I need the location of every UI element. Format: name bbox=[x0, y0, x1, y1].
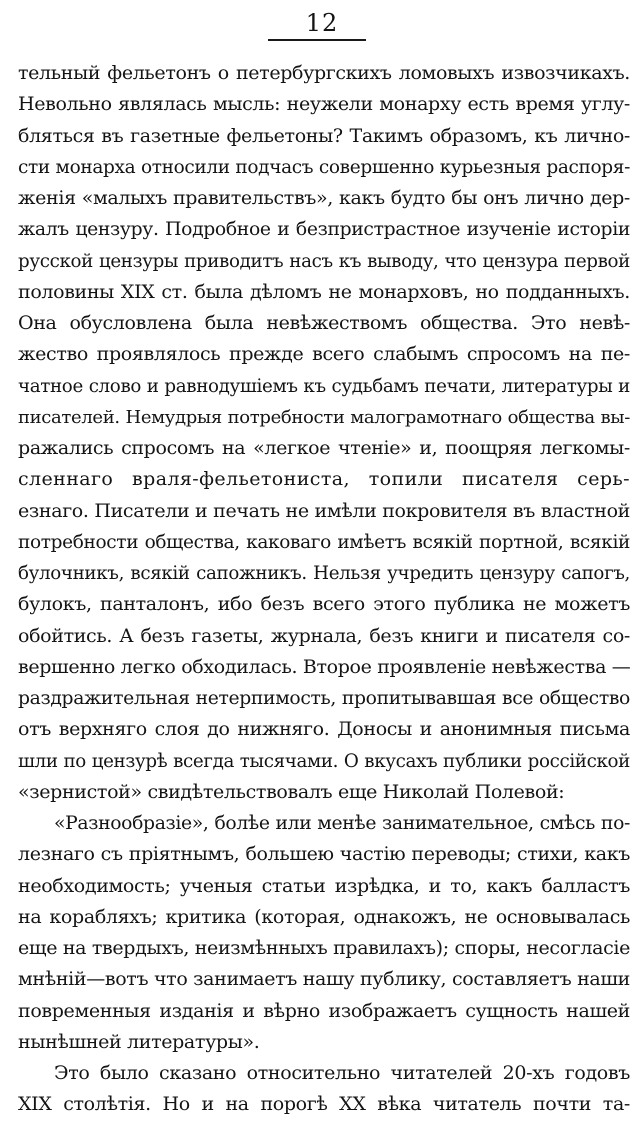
text-line: русской цензуры приводитъ насъ къ выводу, что цензура первой bbox=[18, 250, 630, 272]
text-line: Невольно являлась мысль: неужели монарху есть время углу- bbox=[18, 93, 630, 116]
quote-line: повременныя изданія и вѣрно изображаетъ сущность нашей bbox=[18, 999, 630, 1022]
quote-line: еще на твердыхъ, неизмѣнныхъ правилахъ); споры, несогласіе bbox=[18, 937, 630, 959]
text-line: «зернистой» свидѣтельствовалъ еще Николай Полевой: bbox=[18, 780, 565, 803]
quote-line: необходимость; ученыя статьи изрѣдка, и то, какъ балластъ bbox=[18, 874, 630, 897]
text-line: женія «малыхъ правительствъ», какъ будто бы онъ лично дер- bbox=[18, 187, 630, 209]
text-line: шли по цензурѣ всегда тысячами. О вкусахъ публики россійской bbox=[18, 750, 630, 772]
quote-line: мнѣній—вотъ что занимаетъ нашу публику, составляетъ наши bbox=[18, 968, 630, 991]
text-line: Это было сказано относительно читателей 20-хъ годовъ bbox=[54, 1062, 630, 1084]
page-number: 12 bbox=[305, 9, 339, 37]
text-line: булокъ, панталонъ, ибо безъ всего этого публика не можетъ bbox=[18, 593, 630, 616]
text-line: чатное слово и равнодушіемъ къ судьбамъ печати, литературы и bbox=[18, 375, 630, 397]
text-line: сленнаго враля-фельетониста, топили писателя серь- bbox=[18, 468, 630, 491]
header-rule bbox=[268, 39, 366, 41]
text-line: тельный фельетонъ о петербургскихъ ломовыхъ извозчикахъ. bbox=[18, 62, 630, 84]
text-line: сти монарха относили подчасъ совершенно курьезныя распоря- bbox=[18, 156, 630, 178]
text-line: половины XIX ст. была дѣломъ не монарховъ, но подданныхъ. bbox=[18, 280, 630, 303]
text-line: обойтись. А безъ газеты, журнала, безъ книги и писателя со- bbox=[18, 624, 630, 647]
text-line: жалъ цензуру. Подробное и безпристрастное изученіе исторіи bbox=[18, 219, 630, 241]
text-line: булочникъ, всякій сапожникъ. Нельзя учредить цензуру сапогъ, bbox=[18, 563, 630, 584]
text-line: езнаго. Писатели и печать не имѣли покровителя въ властной bbox=[18, 499, 630, 522]
quote-line: лезнаго съ пріятнымъ, большею частію переводы; стихи, какъ bbox=[18, 843, 630, 866]
quote-line: на корабляхъ; критика (которая, однакожъ, не основывалась bbox=[18, 905, 630, 928]
body-text bbox=[18, 58, 630, 1121]
text-line: отъ верхняго слоя до нижняго. Доносы и анонимныя письма bbox=[18, 718, 630, 741]
quote-line: нынѣшней литературы». bbox=[18, 1030, 260, 1053]
text-line: Она обусловлена была невѣжествомъ общества. Это невѣ- bbox=[18, 312, 630, 334]
quote-line: «Разнообразіе», болѣе или менѣе занимательное, смѣсь по- bbox=[54, 813, 630, 834]
text-line: раздражительная нетерпимость, пропитывавшая все общество bbox=[18, 688, 630, 709]
text-line: потребности общества, каковаго имѣетъ всякій портной, всякій bbox=[18, 531, 630, 553]
text-line: ражались спросомъ на «легкое чтеніе» и, поощряя легкомы- bbox=[18, 437, 630, 459]
text-line: жество проявлялось прежде всего слабымъ спросомъ на пе- bbox=[18, 343, 630, 366]
text-line: XIX столѣтія. Но и на порогѣ XX вѣка читатель почти та- bbox=[18, 1093, 630, 1116]
text-line: вершенно легко обходилась. Второе проявленіе невѣжества — bbox=[18, 655, 630, 678]
text-line: бляться въ газетные фельетоны? Такимъ образомъ, къ лично- bbox=[18, 124, 630, 147]
text-line: писателей. Немудрыя потребности малограмотнаго общества вы- bbox=[18, 406, 630, 428]
